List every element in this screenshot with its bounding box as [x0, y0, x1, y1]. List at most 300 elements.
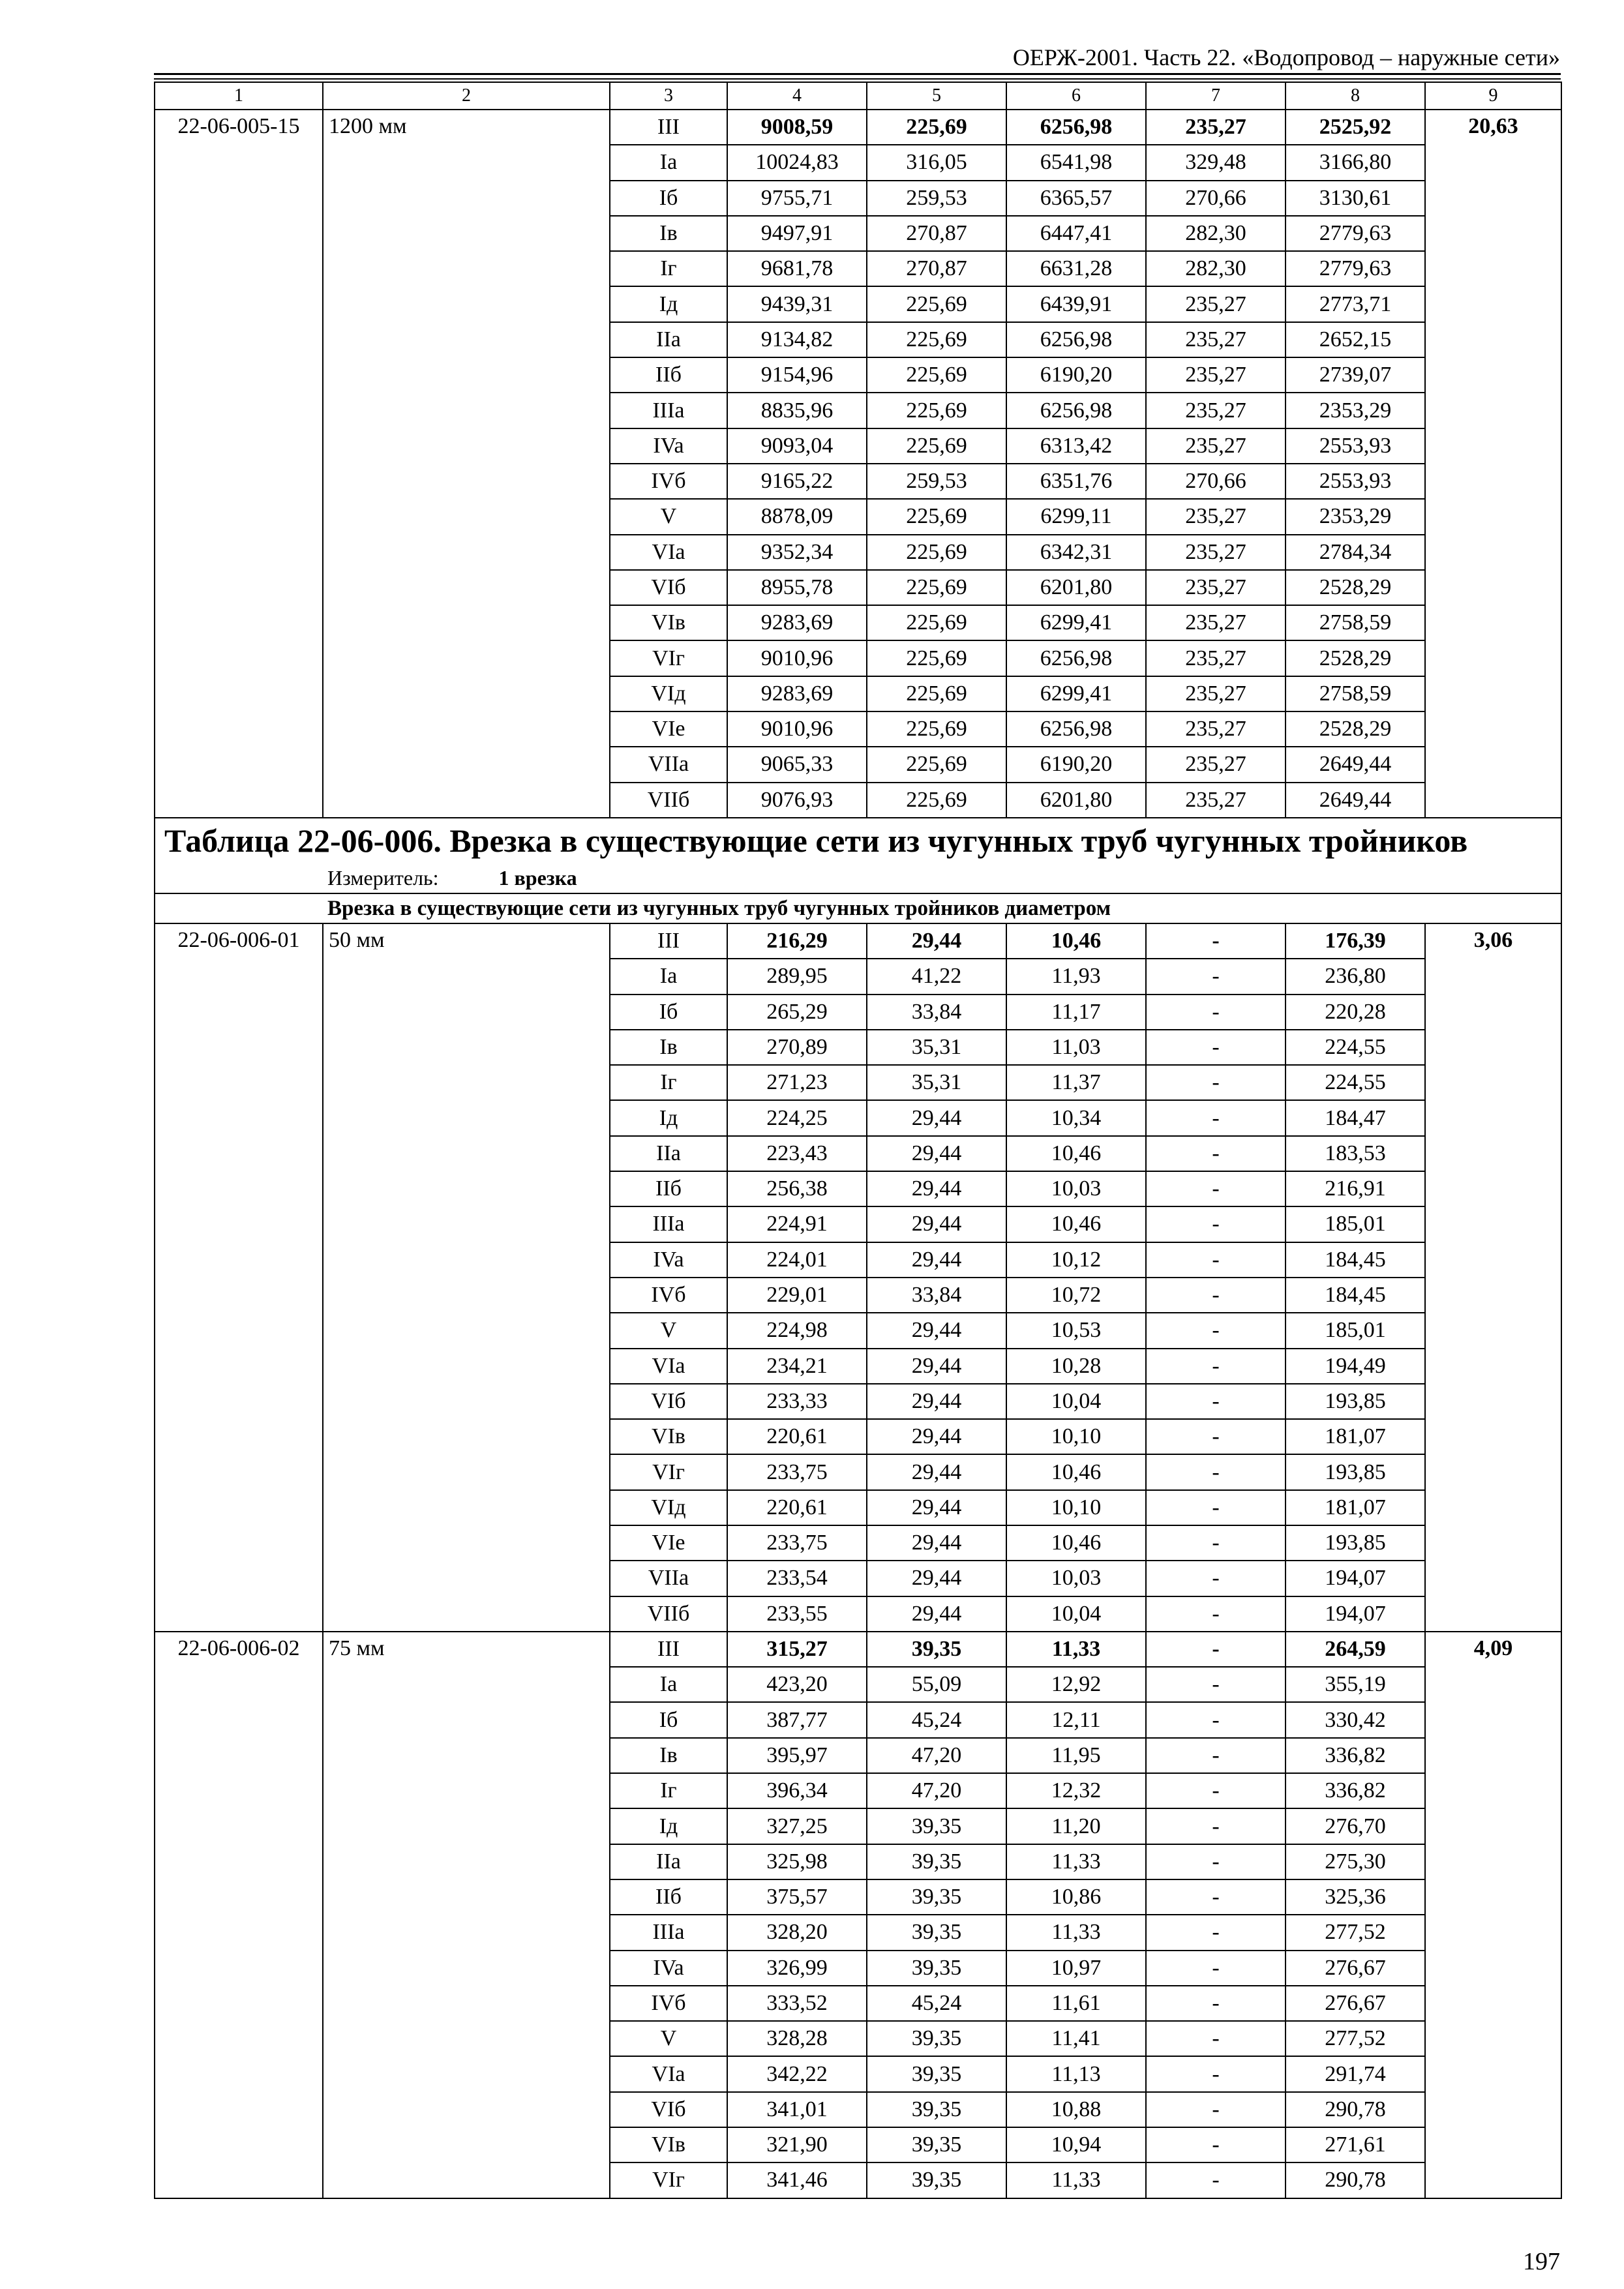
value-cell: 341,46 [727, 2162, 867, 2198]
value-cell: 235,27 [1146, 570, 1286, 605]
value-cell: 11,93 [1006, 959, 1146, 994]
value-cell: 2779,63 [1286, 251, 1425, 286]
value-cell: 6365,57 [1006, 181, 1146, 216]
value-cell: 11,17 [1006, 995, 1146, 1030]
value-cell: 2353,29 [1286, 393, 1425, 428]
value-cell: 10,97 [1006, 1951, 1146, 1986]
value-cell: 11,33 [1006, 1632, 1146, 1667]
value-cell: - [1146, 1808, 1286, 1844]
base-row [155, 1632, 1561, 1667]
value-cell: 6541,98 [1006, 145, 1146, 180]
value-cell: 29,44 [867, 1561, 1006, 1596]
subheading-row [155, 893, 1561, 923]
value-cell: 282,30 [1146, 216, 1286, 251]
column-number: 9 [1425, 82, 1561, 110]
value-cell: 235,27 [1146, 535, 1286, 570]
value-cell: 2649,44 [1286, 783, 1425, 818]
value-cell: 2528,29 [1286, 640, 1425, 676]
value-cell: 184,45 [1286, 1242, 1425, 1278]
rate-name: 1200 мм [323, 110, 610, 818]
value-cell: 276,67 [1286, 1951, 1425, 1986]
value-cell: 223,43 [727, 1136, 867, 1171]
value-cell: 6201,80 [1006, 783, 1146, 818]
zone-code: IIб [610, 1879, 727, 1915]
value-cell: 2528,29 [1286, 711, 1425, 747]
value-cell: 2779,63 [1286, 216, 1425, 251]
value-cell: - [1146, 1242, 1286, 1278]
value-cell: 193,85 [1286, 1454, 1425, 1489]
zone-code: IIб [610, 357, 727, 393]
zone-code: V [610, 1313, 727, 1348]
labor-coefficient: 4,09 [1425, 1632, 1561, 2198]
value-cell: - [1146, 1986, 1286, 2021]
value-cell: 259,53 [867, 181, 1006, 216]
value-cell: 6299,11 [1006, 499, 1146, 534]
value-cell: 12,92 [1006, 1667, 1146, 1702]
value-cell: 10,04 [1006, 1596, 1146, 1632]
value-cell: 225,69 [867, 322, 1006, 357]
value-cell: 11,03 [1006, 1030, 1146, 1065]
meter-cell [155, 863, 1561, 893]
value-cell: 35,31 [867, 1030, 1006, 1065]
zone-code: IIIa [610, 1206, 727, 1242]
value-cell: 55,09 [867, 1667, 1006, 1702]
value-cell: 29,44 [867, 1596, 1006, 1632]
value-cell: 235,27 [1146, 428, 1286, 464]
value-cell: 271,23 [727, 1065, 867, 1100]
value-cell: 225,69 [867, 676, 1006, 711]
value-cell: 10,72 [1006, 1278, 1146, 1313]
value-cell: 6190,20 [1006, 357, 1146, 393]
value-cell: 10,04 [1006, 1384, 1146, 1419]
value-cell: 225,69 [867, 535, 1006, 570]
value-cell: 328,20 [727, 1915, 867, 1950]
value-cell: 39,35 [867, 1632, 1006, 1667]
zone-code: IVa [610, 1951, 727, 1986]
value-cell: 395,97 [727, 1738, 867, 1773]
value-cell: - [1146, 1171, 1286, 1206]
value-cell: 39,35 [867, 2056, 1006, 2091]
value-cell: 9154,96 [727, 357, 867, 393]
value-cell: 216,91 [1286, 1171, 1425, 1206]
value-cell: 10,86 [1006, 1879, 1146, 1915]
value-cell: 270,66 [1146, 181, 1286, 216]
zone-code: VIIa [610, 1561, 727, 1596]
value-cell: 2649,44 [1286, 747, 1425, 782]
value-cell: 290,78 [1286, 2092, 1425, 2127]
zone-code: IVa [610, 1242, 727, 1278]
value-cell: 259,53 [867, 464, 1006, 499]
zone-code: Ia [610, 959, 727, 994]
value-cell: 6351,76 [1006, 464, 1146, 499]
value-cell: 256,38 [727, 1171, 867, 1206]
value-cell: - [1146, 1561, 1286, 1596]
value-cell: 29,44 [867, 1171, 1006, 1206]
value-cell: 225,69 [867, 640, 1006, 676]
value-cell: 33,84 [867, 1278, 1006, 1313]
value-cell: 235,27 [1146, 322, 1286, 357]
value-cell: 9283,69 [727, 605, 867, 640]
value-cell: 229,01 [727, 1278, 867, 1313]
value-cell: - [1146, 2162, 1286, 2198]
value-cell: 325,36 [1286, 1879, 1425, 1915]
value-cell: 9065,33 [727, 747, 867, 782]
value-cell: 11,20 [1006, 1808, 1146, 1844]
value-cell: 235,27 [1146, 499, 1286, 534]
zone-code: IIIa [610, 1915, 727, 1950]
zone-code: VIд [610, 1490, 727, 1525]
labor-coefficient: 20,63 [1425, 110, 1561, 818]
zone-code: VIe [610, 711, 727, 747]
value-cell: 9010,96 [727, 640, 867, 676]
value-cell: - [1146, 1384, 1286, 1419]
value-cell: 176,39 [1286, 923, 1425, 959]
zone-code: VIг [610, 1454, 727, 1489]
value-cell: 315,27 [727, 1632, 867, 1667]
value-cell: 235,27 [1146, 605, 1286, 640]
zone-code: VIб [610, 1384, 727, 1419]
rate-name: 50 мм [323, 923, 610, 1632]
zone-code: Iб [610, 995, 727, 1030]
zone-code: Iг [610, 1773, 727, 1808]
value-cell: 225,69 [867, 499, 1006, 534]
value-cell: - [1146, 1313, 1286, 1348]
value-cell: 291,74 [1286, 2056, 1425, 2091]
value-cell: 235,27 [1146, 711, 1286, 747]
value-cell: 2553,93 [1286, 428, 1425, 464]
value-cell: 6190,20 [1006, 747, 1146, 782]
value-cell: 6256,98 [1006, 322, 1146, 357]
value-cell: 6201,80 [1006, 570, 1146, 605]
value-cell: 275,30 [1286, 1844, 1425, 1879]
value-cell: 234,21 [727, 1349, 867, 1384]
value-cell: 181,07 [1286, 1419, 1425, 1454]
column-number: 2 [323, 82, 610, 110]
value-cell: 235,27 [1146, 640, 1286, 676]
value-cell: 3130,61 [1286, 181, 1425, 216]
zone-code: III [610, 110, 727, 145]
column-number: 6 [1006, 82, 1146, 110]
value-cell: 12,11 [1006, 1702, 1146, 1737]
value-cell: - [1146, 1065, 1286, 1100]
value-cell: - [1146, 1136, 1286, 1171]
value-cell: 194,49 [1286, 1349, 1425, 1384]
base-row [155, 110, 1561, 145]
value-cell: 282,30 [1146, 251, 1286, 286]
column-number: 4 [727, 82, 867, 110]
value-cell: 12,32 [1006, 1773, 1146, 1808]
value-cell: 276,70 [1286, 1808, 1425, 1844]
zone-code: IIa [610, 1844, 727, 1879]
value-cell: 270,87 [867, 251, 1006, 286]
value-cell: - [1146, 1844, 1286, 1879]
value-cell: - [1146, 1951, 1286, 1986]
value-cell: 33,84 [867, 995, 1006, 1030]
header-rule [154, 73, 1561, 75]
value-cell: 10,03 [1006, 1171, 1146, 1206]
value-cell: 224,01 [727, 1242, 867, 1278]
value-cell: 2525,92 [1286, 110, 1425, 145]
value-cell: 225,69 [867, 393, 1006, 428]
value-cell: 8835,96 [727, 393, 867, 428]
value-cell: 10,34 [1006, 1100, 1146, 1135]
zone-code: VIб [610, 570, 727, 605]
value-cell: 9352,34 [727, 535, 867, 570]
value-cell: 225,69 [867, 357, 1006, 393]
value-cell: 2773,71 [1286, 286, 1425, 322]
zone-code: VIa [610, 535, 727, 570]
value-cell: 220,61 [727, 1419, 867, 1454]
value-cell: 277,52 [1286, 2021, 1425, 2056]
zone-code: VIIa [610, 747, 727, 782]
zone-code: IIIa [610, 393, 727, 428]
value-cell: 264,59 [1286, 1632, 1425, 1667]
value-cell: 29,44 [867, 1136, 1006, 1171]
value-cell: 235,27 [1146, 110, 1286, 145]
value-cell: 29,44 [867, 1525, 1006, 1561]
labor-coefficient: 3,06 [1425, 923, 1561, 1632]
zone-code: IIa [610, 1136, 727, 1171]
value-cell: - [1146, 1030, 1286, 1065]
value-cell: 194,07 [1286, 1561, 1425, 1596]
rate-code: 22-06-005-15 [155, 110, 323, 818]
value-cell: 39,35 [867, 1879, 1006, 1915]
value-cell: 10,46 [1006, 1206, 1146, 1242]
zone-code: VIв [610, 605, 727, 640]
rates-table [154, 82, 1562, 2199]
value-cell: 224,91 [727, 1206, 867, 1242]
page-header: ОЕРЖ-2001. Часть 22. «Водопровод – наружные сети» [1012, 44, 1560, 70]
value-cell: 342,22 [727, 2056, 867, 2091]
value-cell: 225,69 [867, 605, 1006, 640]
value-cell: 6256,98 [1006, 640, 1146, 676]
value-cell: 9076,93 [727, 783, 867, 818]
value-cell: 224,55 [1286, 1030, 1425, 1065]
value-cell: 47,20 [867, 1773, 1006, 1808]
value-cell: 29,44 [867, 1384, 1006, 1419]
zone-code: Ia [610, 145, 727, 180]
value-cell: - [1146, 2056, 1286, 2091]
value-cell: 9008,59 [727, 110, 867, 145]
zone-code: Iд [610, 1808, 727, 1844]
zone-code: Iв [610, 1030, 727, 1065]
value-cell: - [1146, 923, 1286, 959]
zone-code: VIa [610, 1349, 727, 1384]
value-cell: 6447,41 [1006, 216, 1146, 251]
value-cell: - [1146, 1738, 1286, 1773]
value-cell: 271,61 [1286, 2127, 1425, 2162]
value-cell: 8878,09 [727, 499, 867, 534]
zone-code: Iв [610, 1738, 727, 1773]
value-cell: 2652,15 [1286, 322, 1425, 357]
column-number: 5 [867, 82, 1006, 110]
value-cell: 225,69 [867, 286, 1006, 322]
value-cell: 39,35 [867, 1808, 1006, 1844]
column-number: 8 [1286, 82, 1425, 110]
zone-code: III [610, 923, 727, 959]
zone-code: V [610, 2021, 727, 2056]
value-cell: 8955,78 [727, 570, 867, 605]
value-cell: 387,77 [727, 1702, 867, 1737]
value-cell: - [1146, 1100, 1286, 1135]
value-cell: 6313,42 [1006, 428, 1146, 464]
value-cell: 11,13 [1006, 2056, 1146, 2091]
value-cell: 10,46 [1006, 1525, 1146, 1561]
page-number: 197 [1523, 2248, 1560, 2275]
value-cell: 10,88 [1006, 2092, 1146, 2127]
value-cell: 326,99 [727, 1951, 867, 1986]
value-cell: 9010,96 [727, 711, 867, 747]
value-cell: 236,80 [1286, 959, 1425, 994]
value-cell: 9497,91 [727, 216, 867, 251]
value-cell: 29,44 [867, 1454, 1006, 1489]
zone-code: VIa [610, 2056, 727, 2091]
value-cell: 10,10 [1006, 1490, 1146, 1525]
value-cell: 233,33 [727, 1384, 867, 1419]
column-number: 3 [610, 82, 727, 110]
value-cell: 225,69 [867, 570, 1006, 605]
value-cell: - [1146, 1206, 1286, 1242]
value-cell: 9681,78 [727, 251, 867, 286]
zone-code: VIe [610, 1525, 727, 1561]
value-cell: 225,69 [867, 783, 1006, 818]
value-cell: 10,46 [1006, 1136, 1146, 1171]
zone-code: IVб [610, 1278, 727, 1313]
zone-code: Iг [610, 251, 727, 286]
value-cell: 325,98 [727, 1844, 867, 1879]
value-cell: - [1146, 1596, 1286, 1632]
value-cell: 220,28 [1286, 995, 1425, 1030]
value-cell: 265,29 [727, 995, 867, 1030]
column-number: 1 [155, 82, 323, 110]
zone-code: IVa [610, 428, 727, 464]
zone-code: VIд [610, 676, 727, 711]
base-row [155, 923, 1561, 959]
value-cell: 235,27 [1146, 393, 1286, 428]
value-cell: 39,35 [867, 2127, 1006, 2162]
value-cell: - [1146, 2021, 1286, 2056]
value-cell: 224,25 [727, 1100, 867, 1135]
value-cell: 11,61 [1006, 1986, 1146, 2021]
zone-code: Ia [610, 1667, 727, 1702]
value-cell: 9093,04 [727, 428, 867, 464]
value-cell: 9755,71 [727, 181, 867, 216]
value-cell: 9165,22 [727, 464, 867, 499]
value-cell: 6256,98 [1006, 711, 1146, 747]
value-cell: 10,94 [1006, 2127, 1146, 2162]
value-cell: 193,85 [1286, 1384, 1425, 1419]
zone-code: VIIб [610, 1596, 727, 1632]
value-cell: 9283,69 [727, 676, 867, 711]
zone-code: III [610, 1632, 727, 1667]
value-cell: 290,78 [1286, 2162, 1425, 2198]
value-cell: 6256,98 [1006, 393, 1146, 428]
zone-code: Iд [610, 286, 727, 322]
value-cell: 328,28 [727, 2021, 867, 2056]
value-cell: 6342,31 [1006, 535, 1146, 570]
value-cell: 10024,83 [727, 145, 867, 180]
value-cell: 220,61 [727, 1490, 867, 1525]
value-cell: - [1146, 1702, 1286, 1737]
zone-code: Iв [610, 216, 727, 251]
value-cell: 11,41 [1006, 2021, 1146, 2056]
value-cell: 396,34 [727, 1773, 867, 1808]
zone-code: V [610, 499, 727, 534]
value-cell: 10,03 [1006, 1561, 1146, 1596]
value-cell: - [1146, 2092, 1286, 2127]
value-cell: 233,75 [727, 1454, 867, 1489]
value-cell: 10,28 [1006, 1349, 1146, 1384]
rate-code: 22-06-006-02 [155, 1632, 323, 2198]
table-subheading: Врезка в существующие сети из чугунных труб чугунных тройников диаметром [155, 893, 1561, 923]
header-rule-thin [154, 78, 1561, 80]
value-cell: 233,75 [727, 1525, 867, 1561]
column-numbers-row [155, 82, 1561, 110]
value-cell: 2758,59 [1286, 676, 1425, 711]
value-cell: 270,89 [727, 1030, 867, 1065]
value-cell: 333,52 [727, 1986, 867, 2021]
value-cell: - [1146, 2127, 1286, 2162]
value-cell: 224,98 [727, 1313, 867, 1348]
value-cell: 29,44 [867, 923, 1006, 959]
value-cell: 45,24 [867, 1986, 1006, 2021]
value-cell: 233,55 [727, 1596, 867, 1632]
zone-code: IIб [610, 1171, 727, 1206]
value-cell: 29,44 [867, 1100, 1006, 1135]
zone-code: IIa [610, 322, 727, 357]
rate-code: 22-06-006-01 [155, 923, 323, 1632]
value-cell: 2784,34 [1286, 535, 1425, 570]
value-cell: 184,47 [1286, 1100, 1425, 1135]
value-cell: 225,69 [867, 747, 1006, 782]
value-cell: 2553,93 [1286, 464, 1425, 499]
value-cell: 336,82 [1286, 1773, 1425, 1808]
value-cell: 11,37 [1006, 1065, 1146, 1100]
zone-code: Iб [610, 1702, 727, 1737]
value-cell: 39,35 [867, 1844, 1006, 1879]
value-cell: 233,54 [727, 1561, 867, 1596]
value-cell: 183,53 [1286, 1136, 1425, 1171]
value-cell: 225,69 [867, 428, 1006, 464]
value-cell: 2528,29 [1286, 570, 1425, 605]
value-cell: 41,22 [867, 959, 1006, 994]
value-cell: 6631,28 [1006, 251, 1146, 286]
value-cell: - [1146, 1773, 1286, 1808]
value-cell: - [1146, 1915, 1286, 1950]
value-cell: 194,07 [1286, 1596, 1425, 1632]
zone-code: Iг [610, 1065, 727, 1100]
value-cell: 6299,41 [1006, 676, 1146, 711]
value-cell: 330,42 [1286, 1702, 1425, 1737]
value-cell: 9134,82 [727, 322, 867, 357]
zone-code: VIв [610, 1419, 727, 1454]
value-cell: 39,35 [867, 2092, 1006, 2127]
value-cell: - [1146, 1879, 1286, 1915]
value-cell: - [1146, 995, 1286, 1030]
value-cell: - [1146, 1278, 1286, 1313]
table-title-row [155, 818, 1561, 863]
value-cell: 29,44 [867, 1490, 1006, 1525]
value-cell: 185,01 [1286, 1206, 1425, 1242]
meter-row [155, 863, 1561, 893]
zone-code: VIв [610, 2127, 727, 2162]
value-cell: - [1146, 1525, 1286, 1561]
value-cell: 185,01 [1286, 1313, 1425, 1348]
value-cell: 224,55 [1286, 1065, 1425, 1100]
value-cell: 29,44 [867, 1313, 1006, 1348]
value-cell: 355,19 [1286, 1667, 1425, 1702]
value-cell: 29,44 [867, 1242, 1006, 1278]
